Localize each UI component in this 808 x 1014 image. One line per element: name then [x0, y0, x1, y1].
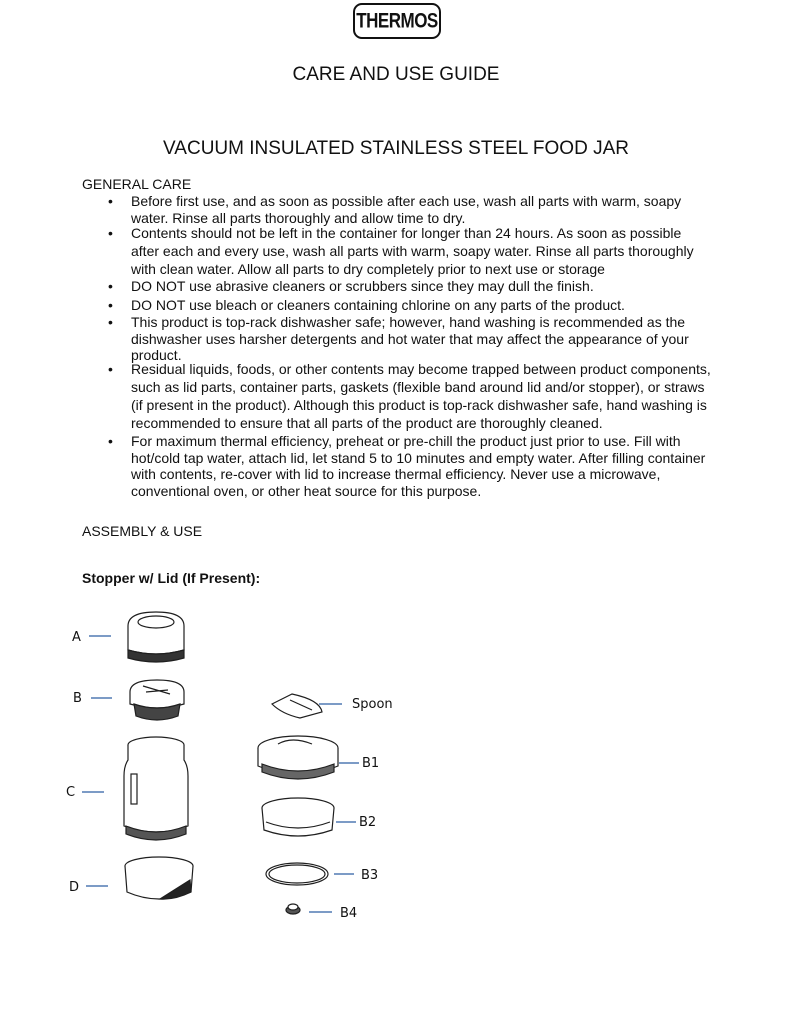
part-a-lid-illustration	[128, 612, 184, 662]
label-c: C	[66, 785, 76, 800]
label-b4: B4	[340, 906, 358, 921]
part-c-jar-illustration	[124, 737, 188, 840]
page-title: CARE AND USE GUIDE	[292, 64, 500, 85]
part-b2-illustration	[262, 798, 334, 836]
part-b4-illustration	[286, 904, 300, 914]
logo-text: THERMOS	[356, 8, 438, 33]
care-bullet-3: • DO NOT use abrasive cleaners or scrubbers since they may dull the finish.	[131, 278, 713, 295]
stopper-subheading: Stopper w/ Lid (If Present):	[82, 570, 261, 586]
part-d-base-illustration	[125, 857, 193, 899]
care-bullet-1: • Before first use, and as soon as possible after each use, wash all parts with warm, soapy water. Rinse all parts thoroughly and allow time to dry.	[131, 193, 713, 226]
assembly-diagram	[0, 600, 808, 940]
part-b3-gasket-illustration	[266, 863, 328, 885]
care-bullet-5: • This product is top-rack dishwasher safe; however, hand washing is recommended as the dishwasher uses harsher detergents and hot water that may affect the appearance of your product.	[131, 314, 713, 364]
assembly-heading: ASSEMBLY & USE	[82, 523, 203, 539]
part-b1-illustration	[258, 736, 338, 779]
label-b2: B2	[359, 815, 377, 830]
label-b3: B3	[361, 868, 379, 883]
thermos-logo	[353, 3, 441, 39]
label-d: D	[69, 880, 80, 895]
spoon-illustration	[272, 694, 322, 718]
label-a: A	[72, 630, 81, 645]
label-spoon: Spoon	[352, 697, 393, 712]
care-bullet-4: • DO NOT use bleach or cleaners containing chlorine on any parts of the product.	[131, 297, 713, 314]
general-care-heading: GENERAL CARE	[82, 176, 192, 192]
care-bullet-7: • For maximum thermal efficiency, preheat or pre-chill the product just prior to use. Fill with hot/cold tap water, attach lid, let stand 5 to 10 minutes and empty water. After filling container with contents, re-cover with lid to increase thermal efficiency. Never use a microwave, conventional oven, or other heat source for this purpose.	[131, 433, 713, 499]
label-b1: B1	[362, 756, 380, 771]
care-bullet-2: • Contents should not be left in the container for longer than 24 hours. As soon as possible after each and every use, wash all parts with warm, soapy water. Rinse all parts thoroughly with clean water. Allow all parts to dry completely prior to next use or storage	[131, 224, 713, 278]
care-bullet-6: • Residual liquids, foods, or other contents may become trapped between product components, such as lid parts, container parts, gaskets (flexible band around lid and/or stopper), or straws (if present in the product). Although this product is top-rack dishwasher safe, hand washing is recommended to ensure that all parts of the product are thoroughly cleaned.	[131, 360, 713, 432]
product-title: VACUUM INSULATED STAINLESS STEEL FOOD JAR	[163, 138, 629, 159]
part-b-stopper-illustration	[130, 680, 184, 720]
label-b: B	[73, 691, 82, 706]
